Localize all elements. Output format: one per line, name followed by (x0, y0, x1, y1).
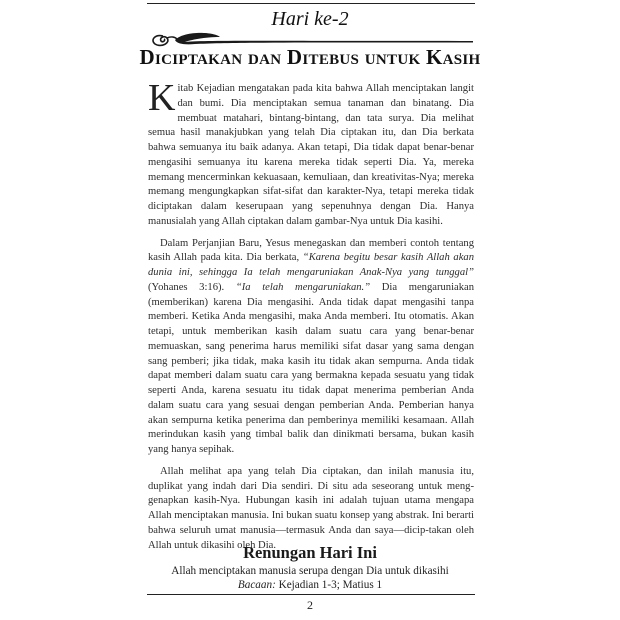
bible-quote-short: “Ia telah mengaruniakan.” (235, 281, 371, 293)
chapter-title: Diciptakan dan Ditebus untuk Kasih (139, 45, 481, 69)
bible-reference: (Yohanes 3:16). (148, 281, 236, 293)
reading-label: Bacaan: (237, 579, 276, 591)
header-rule (147, 3, 475, 4)
bible-quote: “Karena begitu besar kasih Allah akan dunia ini, sehingga Ia telah mengaruniakan Anak-Nya yang tunggal” (148, 252, 474, 278)
body-text (148, 77, 475, 560)
reading-refs: Kejadian 1-3; Matius 1 (275, 579, 383, 591)
day-label: Hari ke-2 (271, 8, 349, 30)
reflection-summary: Allah menciptakan manusia serupa dengan Dia untuk dikasihi (171, 565, 449, 577)
paragraph-2-rest: Dia mengaruniakan (memberikan) karena Dia mengasihi. Anda tidak dapat mengasihi tanpa memberi. Ketika Anda mengasihi, maka Anda memberi. Itu otomatis. Akan tetapi, untuk memberikan kasih dalam suatu cara yang benar-benar memuaskan, sang penerima harus memiliki sifat dasar yang sama dengan sang pemberi; jika tidak, maka kasih itu tidak akan sempurna. Anda tidak dapat memberi dalam suatu cara yang bermakna kepada sesuatu yang tidak seperti Anda, karena sesuatu itu tidak dapat menerima pemberian Anda dalam suatu cara yang sesuai dengan pemberian Anda. Pemberian hanya akan sempurna ketika penerima dan pemberinya memiliki kesamaan. Allah merindukan kasih yang timbal balik dan dinikmati bersama, bukan kasih yang hanya sepihak. (148, 281, 475, 455)
footer-rule (147, 594, 475, 595)
reflection-title: Renungan Hari Ini (243, 543, 377, 562)
paragraph-2-intro: Dalam Perjanjian Baru, Yesus menegaskan dan memberi contoh tentang kasih Allah pada kita. Dia berkata, (148, 237, 474, 264)
paragraph-3: Allah melihat apa yang telah Dia ciptakan, dan inilah manusia itu, duplikat yang indah dari Dia sendiri. Di situ ada seseorang untuk meng-genapkan kasih-Nya. Hubungan kasih ini adalah tujuan utama mengapa Allah menciptakan manusia. Ini bukan suatu konsep yang abstrak. Ini berarti bahwa seluruh umat manusia—termasuk Anda dan saya—dicip-takan oleh Allah untuk dikasihi oleh Dia. (148, 465, 474, 551)
paragraph-1-text: itab Kejadian mengatakan pada kita bahwa Allah menciptakan langit dan bumi. Dia menciptakan semua tanaman dan binatang. Dia membuat matahari, bintang-bintang, dan tata surya. Dia melihat semua hasil manakjubkan yang telah Dia ciptakan itu, dan Dia berkata bahwa semuanya itu baik adanya. Akan tetapi, Dia tidak dapat benar-benar mengasihi semuanya itu karena mereka tidak seperti Dia. Ya, mereka memang mencerminkan kekuasaan, kemuliaan, dan kreativitas-Nya; mereka memang mengungkapkan sifat-sifat dan karakter-Nya, tetapi mereka tidak diciptakan dalam keserupaan yang sepenuhnya dengan Dia. Hanya manusialah yang Allah ciptakan dalam gambar-Nya untuk Dia kasihi. (148, 83, 474, 227)
page-number: 2 (307, 598, 313, 612)
drop-cap: K (148, 77, 176, 119)
paragraph-2 (148, 237, 474, 458)
paragraph-1 (148, 77, 474, 230)
reflection-reading (0, 578, 620, 592)
